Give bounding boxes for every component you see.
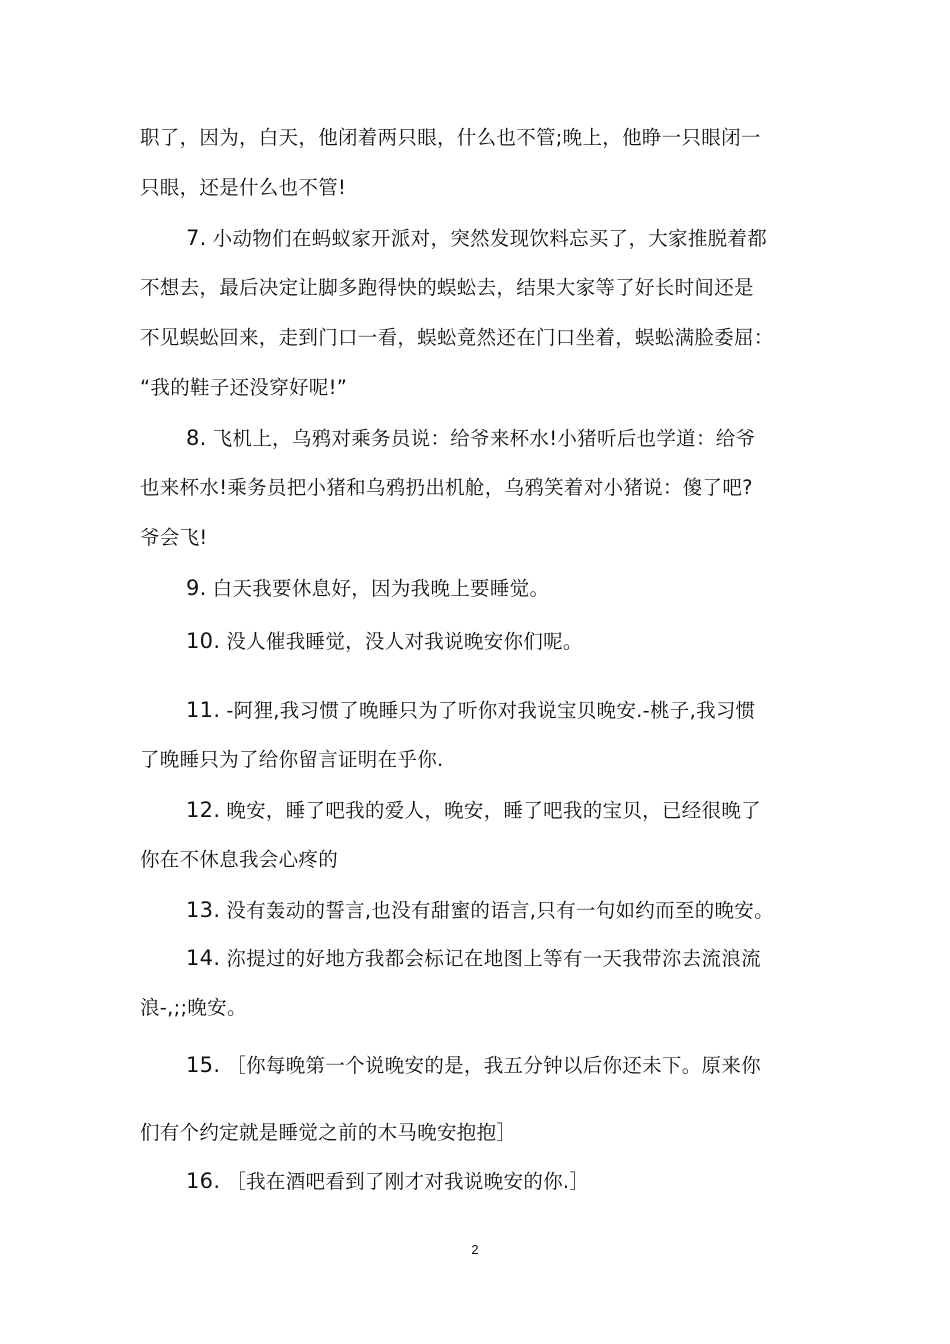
list-item-13 (186, 897, 774, 924)
paragraph-line: 没有轰动的誓言,也没有甜蜜的语言,只有一句如约而至的晚安。 (226, 899, 774, 922)
paragraph-line: 浪-,;;晚安。 (140, 996, 247, 1019)
paragraph-line: 晚安，睡了吧我的爱人，晚安，睡了吧我的宝贝，已经很晚了 (226, 799, 761, 822)
paragraph-line: 不想去，最后决定让脚多跑得快的蜈蚣去，结果大家等了好长时间还是 (140, 276, 754, 299)
item-number: 12. (186, 798, 221, 822)
list-item-16 (186, 1168, 589, 1195)
paragraph-line: -阿狸,我习惯了晚睡只为了听你对我说宝贝晚安.-桃子,我习惯 (226, 699, 756, 722)
paragraph-line: 职了，因为，白天，他闭着两只眼，什么也不管;晚上，他睁一只眼闭一 (140, 126, 761, 149)
paragraph-line: 不见蜈蚣回来，走到门口一看，蜈蚣竟然还在门口坐着，蜈蚣满脸委屈： (140, 326, 774, 349)
list-item-7 (186, 225, 767, 252)
paragraph-line: ［我在酒吧看到了刚才对我说晚安的你.］ (226, 1170, 590, 1193)
paragraph-line: 们有个约定就是睡觉之前的木马晚安抱抱］ (140, 1121, 517, 1144)
list-item-15 (186, 1052, 761, 1079)
item-number: 16. (186, 1169, 221, 1193)
list-item-11 (186, 697, 755, 724)
paragraph-line: 白天我要休息好，因为我晚上要睡觉。 (212, 577, 550, 600)
paragraph-line: 没人催我睡觉，没人对我说晚安你们呢。 (226, 630, 583, 653)
paragraph-line: 了晚睡只为了给你留言证明在乎你. (140, 748, 444, 771)
paragraph-line: 也来杯水!乘务员把小猪和乌鸦扔出机舱，乌鸦笑着对小猪说：傻了吧? (140, 476, 753, 499)
list-item-12 (186, 797, 761, 824)
item-number: 7. (186, 226, 207, 250)
item-number: 9. (186, 576, 207, 600)
item-number: 14. (186, 946, 221, 970)
paragraph-line: 爷会飞! (140, 526, 208, 549)
list-item-8 (186, 425, 755, 452)
list-item-9 (186, 575, 549, 602)
paragraph-line: “我的鞋子还没穿好呢!” (140, 376, 348, 399)
list-item-14 (186, 945, 761, 972)
page-number: 2 (471, 1242, 479, 1257)
paragraph-line: 你在不休息我会心疼的 (140, 848, 339, 871)
item-number: 11. (186, 698, 221, 722)
item-number: 10. (186, 629, 221, 653)
paragraph-line: 只眼，还是什么也不管! (140, 176, 347, 199)
item-number: 15. (186, 1053, 221, 1077)
paragraph-line: ［你每晚第一个说晚安的是，我五分钟以后你还未下。原来你 (226, 1054, 761, 1077)
item-number: 13. (186, 898, 221, 922)
list-item-10 (186, 628, 583, 655)
paragraph-line: 沵提过的好地方我都会标记在地图上等有一天我带沵去流浪流 (226, 947, 761, 970)
paragraph-line: 小动物们在蚂蚁家开派对，突然发现饮料忘买了，大家推脱着都 (212, 227, 768, 250)
paragraph-line: 飞机上，乌鸦对乘务员说：给爷来杯水!小猪听后也学道：给爷 (212, 427, 756, 450)
item-number: 8. (186, 426, 207, 450)
